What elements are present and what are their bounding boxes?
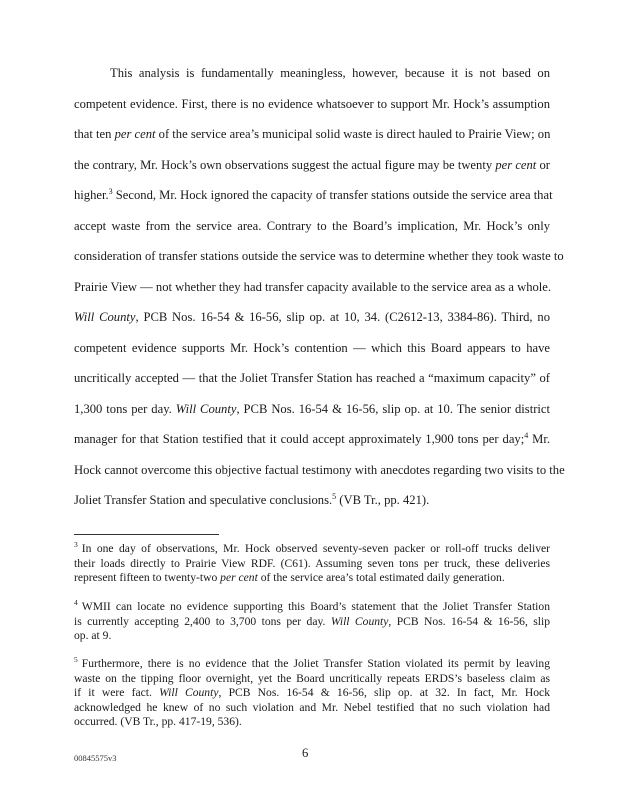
page-number: 6 bbox=[302, 746, 309, 760]
footnote-mark: 4 bbox=[74, 598, 78, 608]
footnote-mark: 5 bbox=[74, 655, 78, 665]
body-line: This analysis is fundamentally meaningless, however, because it is not based on bbox=[110, 66, 550, 80]
body-line: uncritically accepted — that the Joliet Transfer Station has reached a “maximum capacity” of bbox=[74, 371, 550, 385]
body-line: Prairie View — not whether they had transfer capacity available to the service area as a whole. bbox=[74, 279, 552, 294]
footnote-ref-4: 4 bbox=[524, 430, 529, 440]
document-id: 00845575v3 bbox=[74, 753, 117, 763]
body-line: accept waste from the service area. Contrary to the Board’s implication, Mr. Hock’s only bbox=[74, 218, 550, 233]
footnote-3: $^3$ In one day of observations, Mr. Hock observed seventy-seven packer or roll-off trucks deliver their loads directly to Prairie View RDF. (C61). Assuming seven tons per truck, these deliveries represent fifteen to twenty-two per cent of the service area’s total estimated daily generation. bbox=[74, 540, 550, 585]
body-line: Joliet Transfer Station and speculative conclusions.$^5$ (VB Tr., pp. 421). bbox=[74, 491, 430, 507]
body-line: that ten per cent of the service area’s municipal solid waste is direct hauled to Prairie View; on bbox=[74, 127, 551, 141]
body-line: competent evidence supports Mr. Hock’s contention — which this Board appears to have bbox=[74, 340, 550, 355]
body-line: Hock cannot overcome this objective factual testimony with anecdotes regarding two visits to the bbox=[74, 462, 565, 477]
body-line: the contrary, Mr. Hock’s own observations suggest the actual figure may be twenty per cent or bbox=[74, 157, 550, 172]
body-line: Will County, PCB Nos. 16-54 & 16-56, slip op. at 10, 34. (C2612-13, 3384-86). Third, no bbox=[74, 310, 550, 324]
footnote-5: $^5$ Furthermore, there is no evidence that the Joliet Transfer Station violated its permit by leaving waste on the tipping floor overnight, yet the Board uncritically repeats ERDS’s baseless claim as if it were fact. Will County, PCB Nos. 16-54 & 16-56, slip op. at 32. In fact, Mr. Hock acknowledged he knew of no such violation and Mr. Nebel testified that no such violation had occurred. (VB Tr., pp. 417-19, 536). bbox=[74, 655, 550, 729]
footnote-ref-5: 5 bbox=[332, 491, 337, 501]
footnote-separator bbox=[74, 534, 219, 535]
body-line: higher.$^3$ Second, Mr. Hock ignored the capacity of transfer stations outside the service area that bbox=[74, 186, 553, 202]
body-line: competent evidence. First, there is no evidence whatsoever to support Mr. Hock’s assumption bbox=[74, 96, 550, 111]
body-line: manager for that Station testified that it could accept approximately 1,900 tons per day;$^4$ Mr. bbox=[74, 430, 551, 446]
footnote-ref-3: 3 bbox=[108, 186, 113, 196]
footnote-4: $^4$ WMII can locate no evidence supporting this Board’s statement that the Joliet Transfer Station is currently accepting 2,400 to 3,700 tons per day. Will County, PCB Nos. 16-54 & 16-56, slip op. at 9. bbox=[74, 598, 550, 643]
body-paragraph bbox=[74, 58, 565, 516]
footnote-mark: 3 bbox=[74, 540, 78, 550]
body-line: 1,300 tons per day. Will County, PCB Nos. 16-54 & 16-56, slip op. at 10. The senior district bbox=[74, 401, 550, 416]
body-line: consideration of transfer stations outside the service was to determine whether they took waste to bbox=[74, 249, 564, 263]
